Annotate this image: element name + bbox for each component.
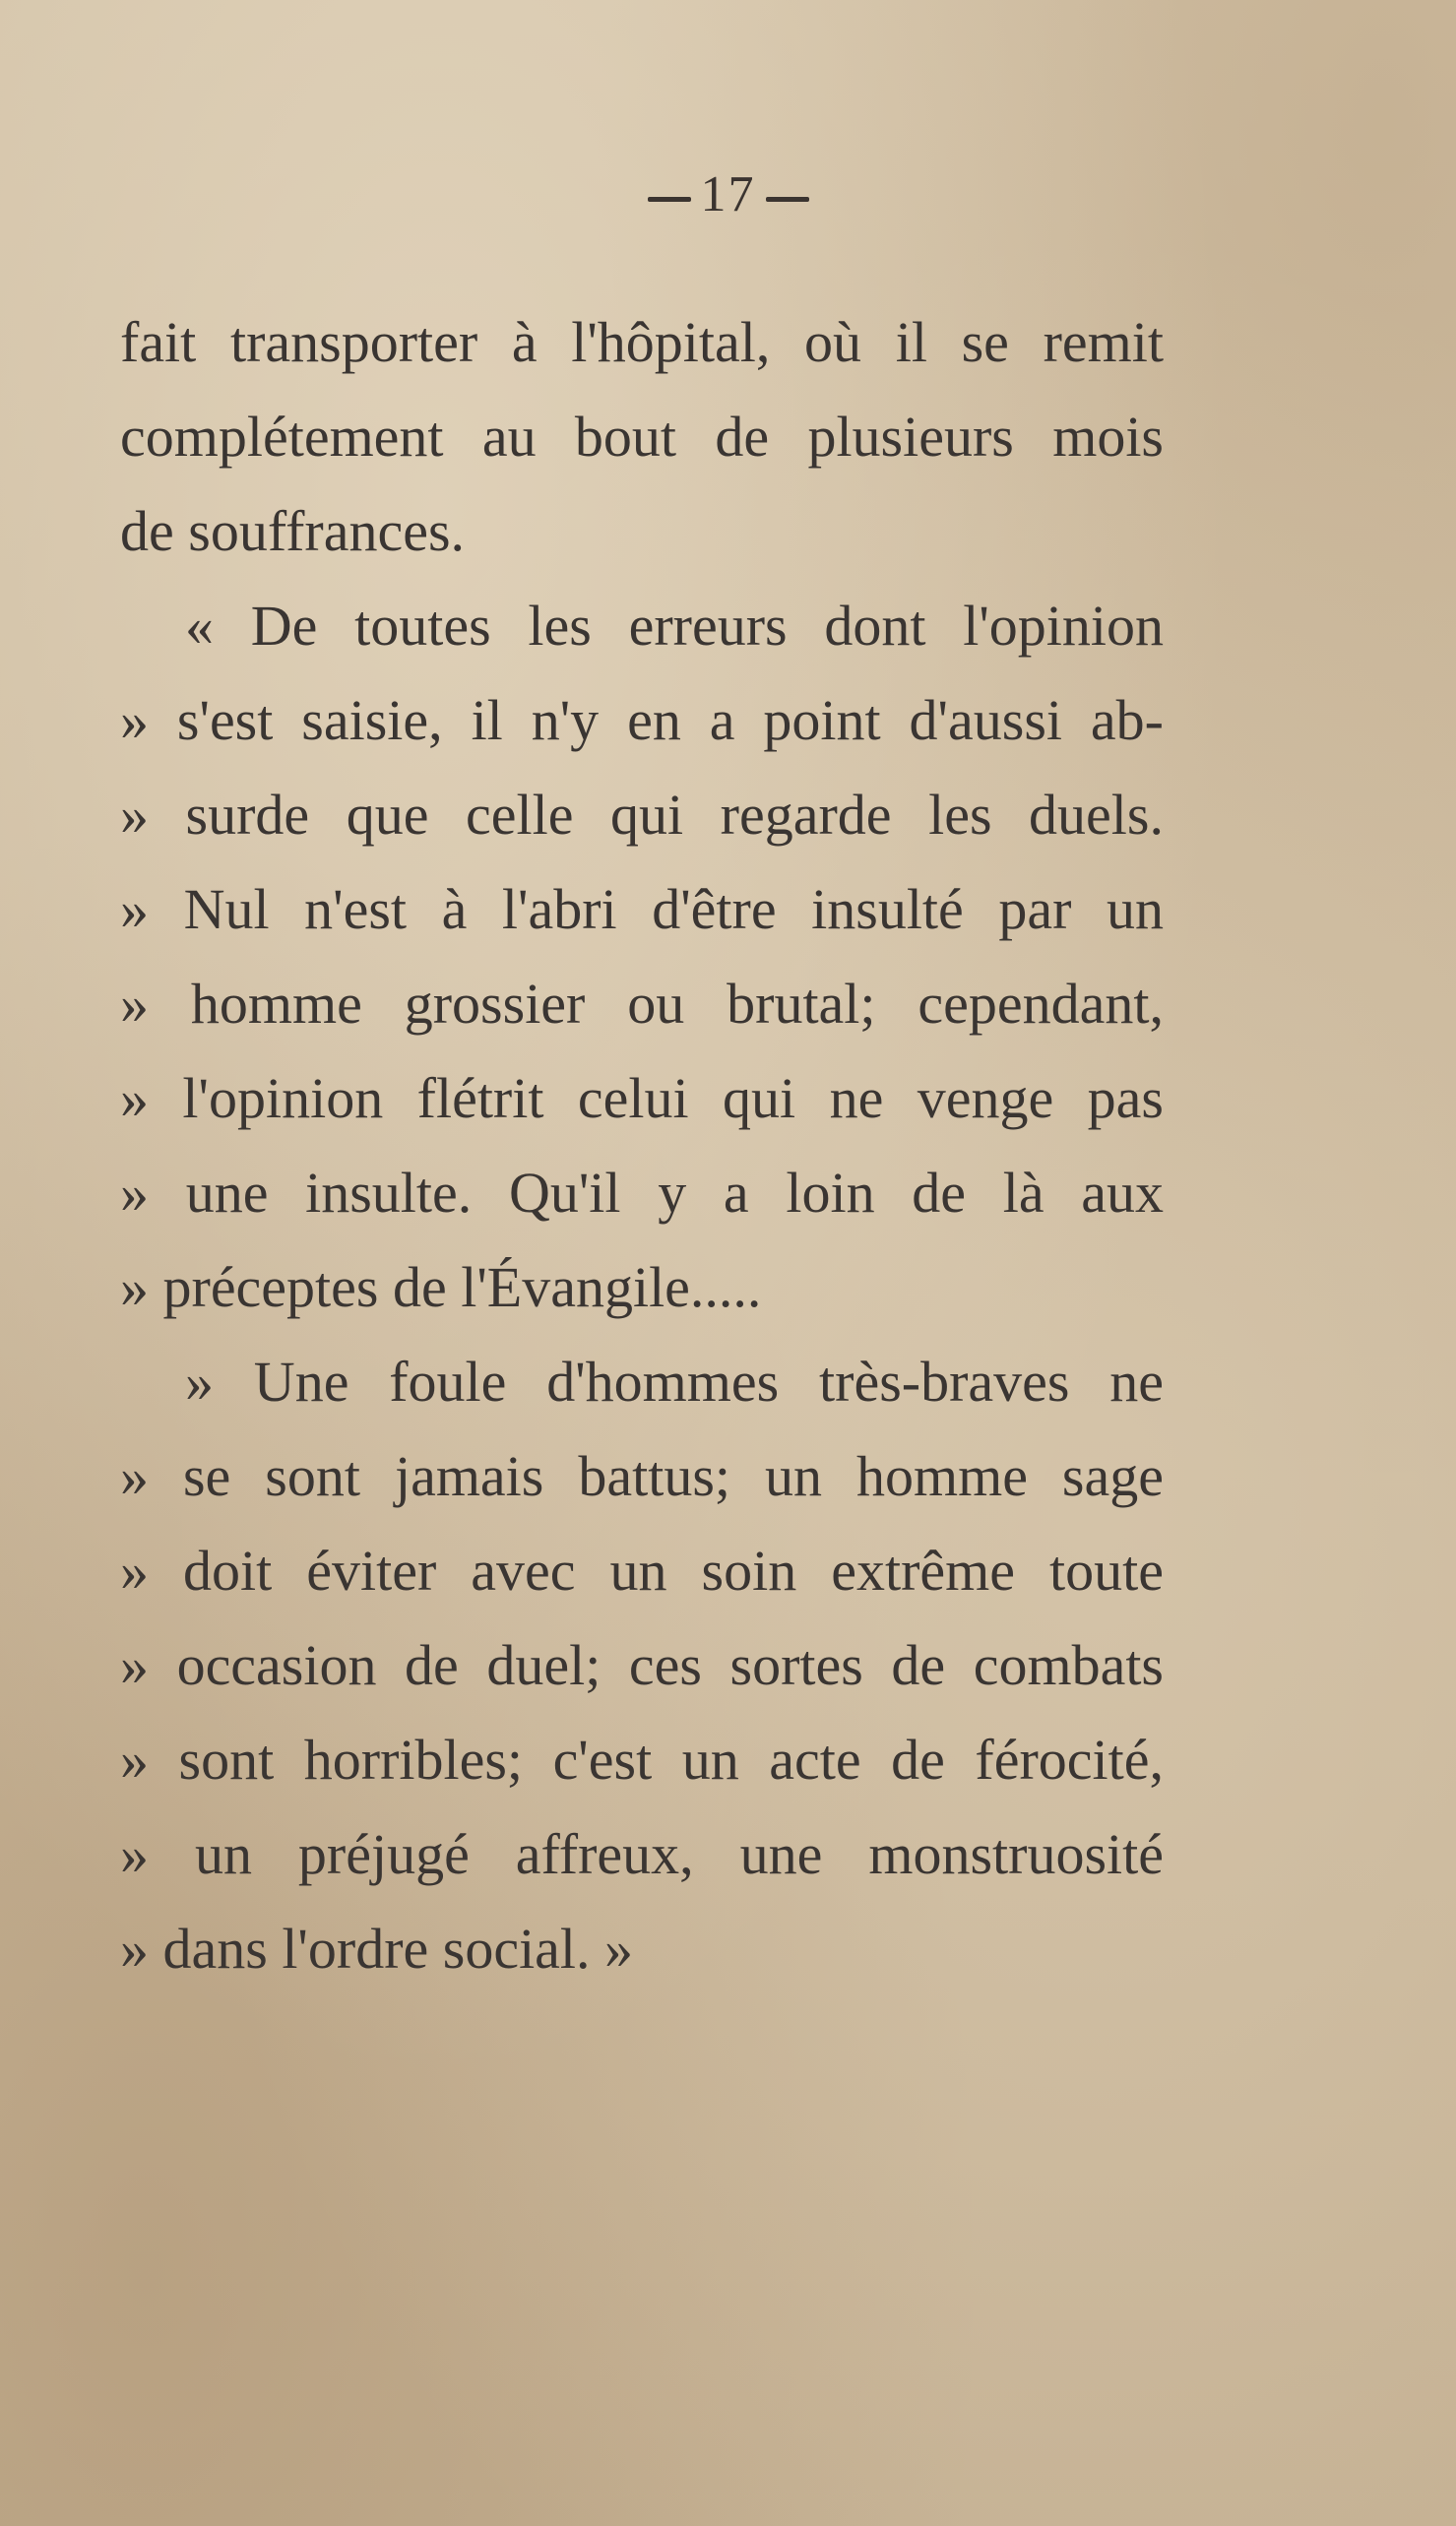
page-number: 17 [700, 166, 756, 222]
text-line: » s'est saisie, il n'y en a point d'aussi ab- [120, 688, 1164, 752]
text-line: complétement au bout de plusieurs mois [120, 405, 1164, 469]
text-line: » Nul n'est à l'abri d'être insulté par un [120, 877, 1164, 941]
text-line: » surde que celle qui regarde les duels. [120, 783, 1164, 847]
text-line: » doit éviter avec un soin extrême toute [120, 1539, 1164, 1603]
right-dash-ornament [766, 197, 809, 202]
body-text [120, 295, 1164, 1996]
page-number-header [0, 165, 1456, 223]
text-line: » se sont jamais battus; un homme sage [120, 1444, 1164, 1508]
text-line: » sont horribles; c'est un acte de férocité, [120, 1728, 1164, 1792]
text-line: » préceptes de l'Évangile..... [120, 1255, 762, 1319]
text-line: » dans l'ordre social. » [120, 1917, 634, 1981]
text-line: » Une foule d'hommes très-braves ne [185, 1350, 1164, 1414]
text-line: » l'opinion flétrit celui qui ne venge pas [120, 1066, 1164, 1130]
text-line: » un préjugé affreux, une monstruosité [120, 1822, 1164, 1886]
text-line: » une insulte. Qu'il y a loin de là aux [120, 1161, 1164, 1225]
text-line: » homme grossier ou brutal; cependant, [120, 972, 1164, 1036]
text-line: » occasion de duel; ces sortes de combats [120, 1633, 1164, 1697]
text-line: « De toutes les erreurs dont l'opinion [185, 594, 1164, 658]
left-dash-ornament [648, 197, 691, 202]
text-line: de souffrances. [120, 499, 466, 563]
text-line: fait transporter à l'hôpital, où il se remit [120, 310, 1164, 374]
